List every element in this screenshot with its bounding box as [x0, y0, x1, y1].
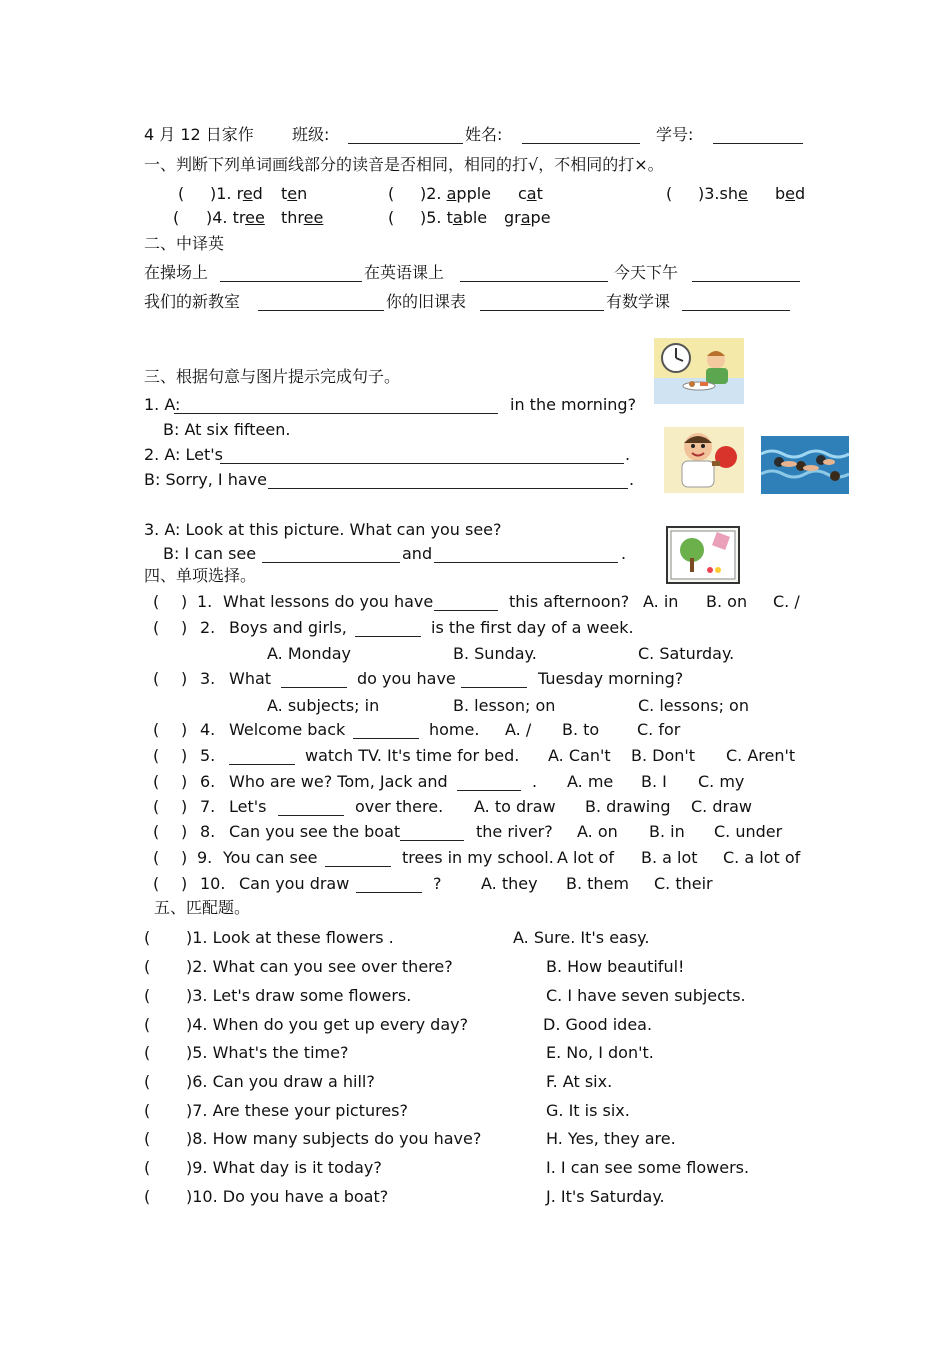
s5-q7-paren[interactable]: ( [144, 1101, 151, 1120]
s5-q9-text: )9. What day is it today? [186, 1158, 382, 1177]
s4-q9-paren-close: ) [181, 848, 188, 867]
s4-q4-text-a: Welcome back [229, 720, 346, 739]
s4-q10-opt-b: B. them [566, 874, 629, 893]
s2-answer3[interactable] [692, 266, 800, 282]
s5-answer-e: E. No, I don't. [546, 1043, 654, 1062]
drawing-picture [666, 526, 740, 584]
s4-q3-text-c: Tuesday morning? [538, 669, 684, 688]
s1-item1-word1: )1. red [210, 184, 263, 203]
s3-q2a-prefix: 2. A: Let's [144, 445, 223, 464]
s5-q7-text: )7. Are these your pictures? [186, 1101, 408, 1120]
s1-item3-paren[interactable]: ( [666, 184, 673, 203]
s4-q2-opt-b: B. Sunday. [453, 644, 537, 663]
s4-q4-paren-close: ) [181, 720, 188, 739]
s3-q3b-blank2[interactable] [434, 547, 618, 563]
s4-q2-opt-a: A. Monday [267, 644, 351, 663]
s4-q2-opt-c: C. Saturday. [638, 644, 735, 663]
s1-item2-word1: )2. apple [420, 184, 492, 203]
s4-q9-paren-open[interactable]: ( [153, 848, 160, 867]
s5-q8-paren[interactable]: ( [144, 1129, 151, 1148]
s4-q10-text-b: ? [433, 874, 442, 893]
s4-q8-blank[interactable] [400, 825, 464, 841]
s4-q5-paren-open[interactable]: ( [153, 746, 160, 765]
s4-q4-num: 4. [200, 720, 216, 739]
s5-answer-a: A. Sure. It's easy. [513, 928, 650, 947]
s2-phrase5: 你的旧课表 [386, 292, 467, 311]
s4-q9-text-b: trees in my school. [402, 848, 554, 867]
s4-q1-opt-c: C. / [773, 592, 800, 611]
s5-q6-text: )6. Can you draw a hill? [186, 1072, 375, 1091]
s5-q2-paren[interactable]: ( [144, 957, 151, 976]
s4-q7-opt-b: B. drawing [585, 797, 671, 816]
s4-q8-text-a: Can you see the boat [229, 822, 401, 841]
s2-phrase6: 有数学课 [606, 292, 671, 311]
s5-q3-text: )3. Let's draw some flowers. [186, 986, 412, 1005]
s4-q3-opt-c: C. lessons; on [638, 696, 749, 715]
s5-answer-i: I. I can see some flowers. [546, 1158, 750, 1177]
s5-q5-paren[interactable]: ( [144, 1043, 151, 1062]
s4-q9-num: 9. [197, 848, 213, 867]
s1-item1-word2: ten [281, 184, 308, 203]
s4-q6-opt-b: B. I [641, 772, 667, 791]
s4-q1-opt-a: A. in [643, 592, 679, 611]
s4-q9-opt-a: A lot of [557, 848, 615, 867]
s4-q3-opt-a: A. subjects; in [267, 696, 380, 715]
s5-answer-c: C. I have seven subjects. [546, 986, 746, 1005]
s4-q7-paren-close: ) [181, 797, 188, 816]
s2-answer6[interactable] [682, 295, 790, 311]
s4-q5-num: 5. [200, 746, 216, 765]
s3-q1a-prefix: 1. A: [144, 395, 181, 414]
s3-q3b-blank1[interactable] [262, 547, 400, 563]
s2-answer1[interactable] [220, 266, 362, 282]
breakfast-picture [654, 338, 744, 404]
s5-q6-paren[interactable]: ( [144, 1072, 151, 1091]
s4-q7-blank[interactable] [278, 800, 344, 816]
s4-q1-paren-open[interactable]: ( [153, 592, 160, 611]
section4-title: 四、单项选择。 [144, 566, 257, 585]
s5-answer-b: B. How beautiful! [546, 957, 685, 976]
s4-q7-opt-a: A. to draw [474, 797, 556, 816]
s1-item4-word1: )4. tree [206, 208, 265, 227]
s4-q7-paren-open[interactable]: ( [153, 797, 160, 816]
header-date: 4 月 12 日家作 [144, 125, 254, 144]
s4-q4-opt-c: C. for [637, 720, 681, 739]
s3-q2b-prefix: B: Sorry, I have [144, 470, 267, 489]
class-field[interactable] [348, 128, 463, 144]
s4-q8-paren-close: ) [181, 822, 188, 841]
s4-q1-opt-b: B. on [706, 592, 748, 611]
s4-q2-paren-open[interactable]: ( [153, 618, 160, 637]
s2-phrase1: 在操场上 [144, 263, 209, 282]
section5-title: 五、匹配题。 [154, 898, 251, 917]
s4-q4-text-b: home. [429, 720, 480, 739]
s4-q3-paren-open[interactable]: ( [153, 669, 160, 688]
s3-q3b-and: and [402, 544, 433, 563]
s5-q5-text: )5. What's the time? [186, 1043, 349, 1062]
s2-answer4[interactable] [258, 295, 384, 311]
s4-q7-num: 7. [200, 797, 216, 816]
s3-q2a-end: . [625, 445, 631, 464]
s1-item5-paren[interactable]: ( [388, 208, 395, 227]
s5-q2-text: )2. What can you see over there? [186, 957, 453, 976]
s4-q1-blank[interactable] [434, 595, 498, 611]
s4-q4-paren-open[interactable]: ( [153, 720, 160, 739]
s1-item4-word2: three [281, 208, 324, 227]
s3-q3b-end: . [621, 544, 627, 563]
s4-q8-opt-c: C. under [714, 822, 783, 841]
s5-answer-h: H. Yes, they are. [546, 1129, 676, 1148]
pingpong-picture [664, 427, 744, 493]
name-field[interactable] [522, 128, 640, 144]
s1-item5-word1: )5. table [420, 208, 488, 227]
s3-q3a: 3. A: Look at this picture. What can you see? [144, 520, 502, 539]
s5-q4-paren[interactable]: ( [144, 1015, 151, 1034]
s5-q10-paren[interactable]: ( [144, 1187, 151, 1206]
section1-title: 一、判断下列单词画线部分的读音是否相同，相同的打√，不相同的打×。 [144, 155, 664, 174]
s4-q5-opt-a: A. Can't [548, 746, 611, 765]
s4-q1-text-b: this afternoon? [509, 592, 630, 611]
swimming-picture [761, 436, 849, 494]
s4-q3-text-b: do you have [357, 669, 456, 688]
s2-phrase2: 在英语课上 [364, 263, 445, 282]
class-label: 班级: [292, 125, 330, 144]
s4-q8-paren-open[interactable]: ( [153, 822, 160, 841]
s4-q1-num: 1. [197, 592, 213, 611]
s4-q4-blank[interactable] [353, 723, 419, 739]
s4-q1-paren-close: ) [181, 592, 188, 611]
s5-q1-paren[interactable]: ( [144, 928, 151, 947]
s4-q5-paren-close: ) [181, 746, 188, 765]
s4-q6-opt-a: A. me [567, 772, 614, 791]
s1-item4-paren[interactable]: ( [173, 208, 180, 227]
s4-q6-text-b: . [532, 772, 538, 791]
s4-q7-opt-c: C. draw [691, 797, 752, 816]
s4-q8-num: 8. [200, 822, 216, 841]
s1-item5-word2: grape [504, 208, 551, 227]
number-label: 学号: [656, 125, 694, 144]
s4-q3-paren-close: ) [181, 669, 188, 688]
s3-q1a-suffix: in the morning? [510, 395, 637, 414]
s2-phrase4: 我们的新教室 [144, 292, 241, 311]
s5-answer-j: J. It's Saturday. [546, 1187, 665, 1206]
s5-q1-text: )1. Look at these flowers . [186, 928, 394, 947]
s4-q5-blank[interactable] [229, 749, 295, 765]
s3-q1b: B: At six fifteen. [163, 420, 291, 439]
s4-q5-opt-c: C. Aren't [726, 746, 796, 765]
s4-q4-opt-b: B. to [562, 720, 600, 739]
s4-q10-paren-close: ) [181, 874, 188, 893]
s5-answer-f: F. At six. [546, 1072, 613, 1091]
s5-q8-text: )8. How many subjects do you have? [186, 1129, 482, 1148]
number-field[interactable] [713, 128, 803, 144]
s4-q6-blank[interactable] [457, 775, 521, 791]
s4-q10-text-a: Can you draw [239, 874, 350, 893]
s4-q6-text-a: Who are we? Tom, Jack and [229, 772, 448, 791]
s3-q2b-blank[interactable] [268, 473, 628, 489]
s5-answer-d: D. Good idea. [543, 1015, 653, 1034]
s4-q6-num: 6. [200, 772, 216, 791]
s4-q2-num: 2. [200, 618, 216, 637]
s2-answer2[interactable] [460, 266, 608, 282]
name-label: 姓名: [465, 125, 503, 144]
s2-phrase3: 今天下午 [614, 263, 679, 282]
s4-q6-opt-c: C. my [698, 772, 745, 791]
s5-q4-text: )4. When do you get up every day? [186, 1015, 469, 1034]
s1-item2-word2: cat [518, 184, 543, 203]
s4-q5-text-b: watch TV. It's time for bed. [305, 746, 520, 765]
s4-q7-text-b: over there. [355, 797, 444, 816]
s3-q2a-blank[interactable] [220, 448, 624, 464]
s2-answer5[interactable] [480, 295, 604, 311]
s4-q10-blank[interactable] [356, 877, 422, 893]
s4-q3-num: 3. [200, 669, 216, 688]
s4-q9-text-a: You can see [223, 848, 318, 867]
s4-q5-opt-b: B. Don't [631, 746, 696, 765]
s3-q3b-prefix: B: I can see [163, 544, 257, 563]
s4-q9-opt-c: C. a lot of [723, 848, 801, 867]
s4-q4-opt-a: A. / [505, 720, 532, 739]
s1-item3-word1: )3.she [698, 184, 748, 203]
s4-q6-paren-open[interactable]: ( [153, 772, 160, 791]
s4-q10-paren-open[interactable]: ( [153, 874, 160, 893]
s1-item1-paren[interactable]: ( [178, 184, 185, 203]
s1-item3-word2: bed [775, 184, 806, 203]
s4-q10-opt-a: A. they [481, 874, 538, 893]
s5-q9-paren[interactable]: ( [144, 1158, 151, 1177]
s5-q3-paren[interactable]: ( [144, 986, 151, 1005]
s4-q2-text-a: Boys and girls, [229, 618, 347, 637]
s4-q3-blank2[interactable] [461, 672, 527, 688]
s5-answer-g: G. It is six. [546, 1101, 630, 1120]
s5-q10-text: )10. Do you have a boat? [186, 1187, 389, 1206]
s1-item2-paren[interactable]: ( [388, 184, 395, 203]
section3-title: 三、根据句意与图片提示完成句子。 [144, 367, 401, 386]
s4-q2-text-b: is the first day of a week. [431, 618, 634, 637]
s4-q2-blank[interactable] [355, 621, 421, 637]
section2-title: 二、中译英 [144, 234, 225, 253]
s4-q8-opt-a: A. on [577, 822, 618, 841]
s4-q10-num: 10. [200, 874, 226, 893]
s4-q3-blank1[interactable] [281, 672, 347, 688]
s4-q9-opt-b: B. a lot [641, 848, 698, 867]
s4-q10-opt-c: C. their [654, 874, 713, 893]
s3-q2b-end: . [629, 470, 635, 489]
s4-q8-text-b: the river? [476, 822, 553, 841]
s3-q1a-blank[interactable] [174, 398, 498, 414]
s4-q1-text-a: What lessons do you have [223, 592, 434, 611]
s4-q8-opt-b: B. in [649, 822, 685, 841]
s4-q9-blank[interactable] [325, 851, 391, 867]
s4-q2-paren-close: ) [181, 618, 188, 637]
s4-q7-text-a: Let's [229, 797, 267, 816]
s4-q6-paren-close: ) [181, 772, 188, 791]
s4-q3-text-a: What [229, 669, 272, 688]
s4-q3-opt-b: B. lesson; on [453, 696, 556, 715]
